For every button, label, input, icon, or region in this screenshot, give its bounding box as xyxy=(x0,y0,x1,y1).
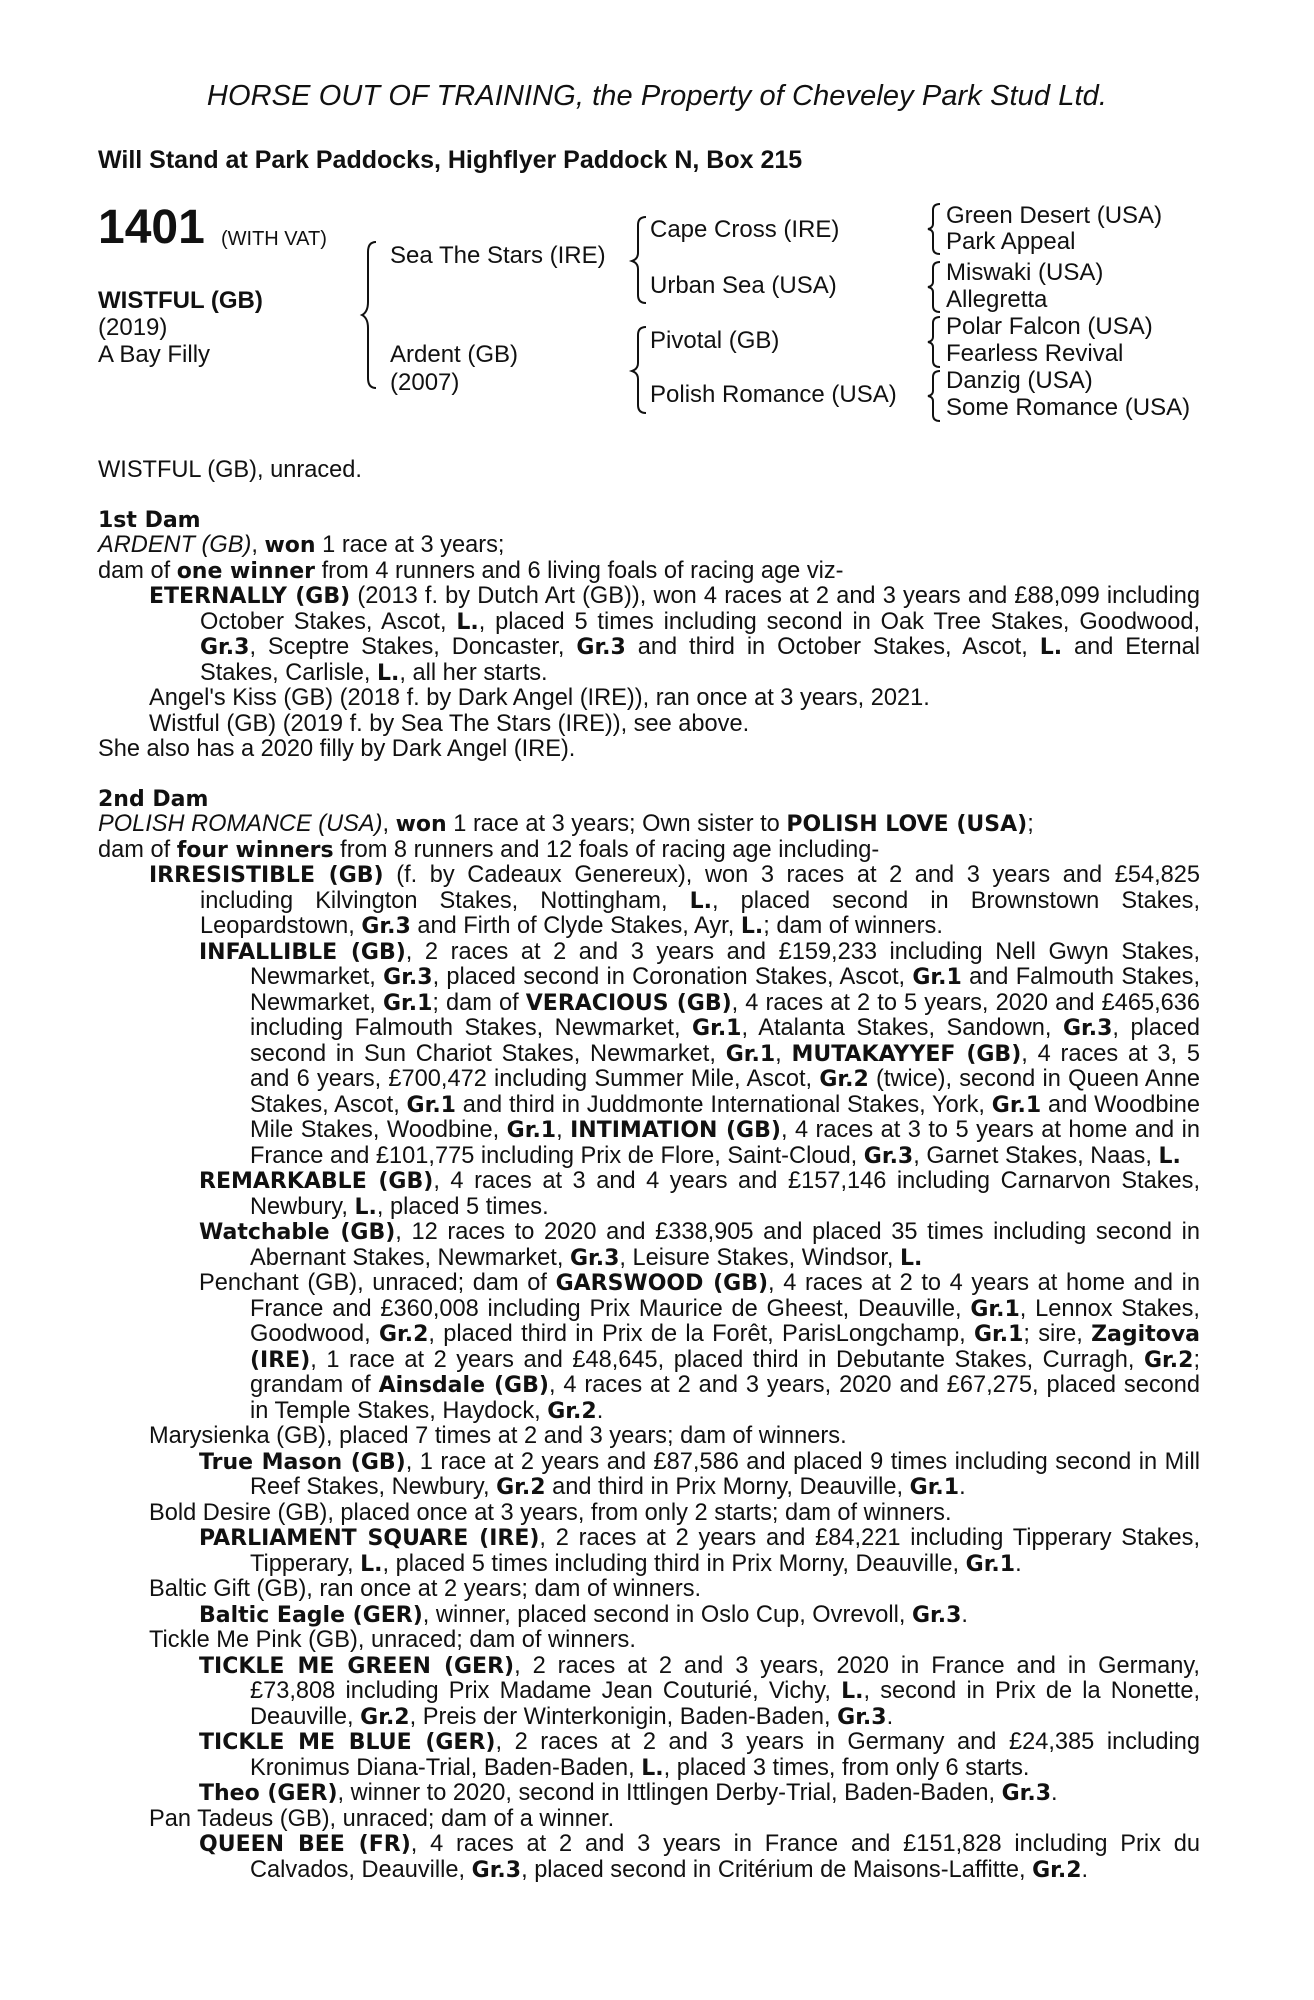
granddam-8: Some Romance (USA) xyxy=(946,394,1191,421)
grandsire-1: Green Desert (USA) xyxy=(946,202,1163,229)
dam-dam: Polish Romance (USA) xyxy=(650,381,897,408)
produce-irresistible: IRRESISTIBLE (GB) (f. by Cadeaux Genereux), won 3 races at 2 and 3 years and £54,825 including Kilvington Stakes, Nottingham, L., placed second in Brownstown Stakes, Leopardstown, Gr.3 and Firth of Clyde Stakes, Ayr, L.; dam of winners. xyxy=(149,862,1201,939)
grandsire-3: Miswaki (USA) xyxy=(946,259,1104,286)
produce-eternally: ETERNALLY (GB) (2013 f. by Dutch Art (GB)), won 4 races at 2 and 3 years and £88,099 including October Stakes, Ascot, L., placed 5 times including second in Oak Tree Stakes, Goodwood, Gr.3, Sceptre Stakes, Doncaster, Gr.3 and third in October Stakes, Ascot, L. and Eternal Stakes, Carlisle, L., all her starts. xyxy=(149,583,1201,686)
pedigree-bracket-g56 xyxy=(926,315,944,369)
first-dam-heading: 1st Dam xyxy=(98,507,201,533)
produce-tickle-me-pink: Tickle Me Pink (GB), unraced; dam of winners. xyxy=(149,1627,636,1653)
dam-name: ARDENT (GB) xyxy=(98,532,252,558)
second-dam-summary: dam of four winners from 8 runners and 12 foals of racing age including- xyxy=(98,836,880,863)
dam: Ardent (GB) xyxy=(390,341,519,368)
sire-sire: Cape Cross (IRE) xyxy=(650,216,840,243)
granddam-2: Park Appeal xyxy=(946,228,1076,255)
produce-theo: Theo (GER), winner to 2020, second in Ittlingen Derby-Trial, Baden-Baden, Gr.3. xyxy=(199,1780,1058,1806)
pedigree-bracket-main xyxy=(360,240,380,390)
produce-bold-desire: Bold Desire (GB), placed once at 3 years, from only 2 starts; dam of winners. xyxy=(149,1499,952,1526)
grandsire-7: Danzig (USA) xyxy=(946,367,1093,394)
produce-pan-tadeus: Pan Tadeus (GB), unraced; dam of a winner. xyxy=(149,1805,615,1832)
produce-infallible: INFALLIBLE (GB), 2 races at 2 and 3 years and £159,233 including Nell Gwyn Stakes, Newmarket, Gr.3, placed second in Coronation Stakes, Ascot, Gr.1 and Falmouth Stakes, Newmarket, Gr.1; dam of VERACIOUS (GB), 4 races at 2 to 5 years, 2020 and £465,636 including Falmouth Stakes, Newmarket, Gr.1, Atalanta Stakes, Sandown, Gr.3, placed second in Sun Chariot Stakes, Newmarket, Gr.1, MUTAKAYYEF (GB), 4 races at 3, 5 and 6 years, £700,472 including Summer Mile, Ascot, Gr.2 (twice), second in Queen Anne Stakes, Ascot, Gr.1 and third in Juddmonte International Stakes, York, Gr.1 and Woodbine Mile Stakes, Woodbine, Gr.1, INTIMATION (GB), 4 races at 3 to 5 years at home and in France and £101,775 including Prix de Flore, Saint-Cloud, Gr.3, Garnet Stakes, Naas, L. xyxy=(199,938,1201,1169)
produce-watchable: Watchable (GB), 12 races to 2020 and £338,905 and placed 35 times including second in Abernant Stakes, Newmarket, Gr.3, Leisure Stakes, Windsor, L. xyxy=(199,1219,1200,1271)
stabling-info: Will Stand at Park Paddocks, Highflyer Paddock N, Box 215 xyxy=(98,146,803,174)
produce-baltic-gift: Baltic Gift (GB), ran once at 2 years; dam of winners. xyxy=(149,1576,702,1602)
horse-description: A Bay Filly xyxy=(98,341,211,368)
first-dam-line: ARDENT (GB), won 1 race at 3 years; xyxy=(98,532,505,558)
unraced-line: WISTFUL (GB), unraced. xyxy=(98,457,362,483)
produce-record xyxy=(98,458,1200,1883)
dam-sire: Pivotal (GB) xyxy=(650,327,780,354)
horse-name: WISTFUL (GB) xyxy=(98,287,263,314)
foaling-year: (2019) xyxy=(98,314,168,341)
produce-tickle-me-blue: TICKLE ME BLUE (GER), 2 races at 2 and 3 years in Germany and £24,385 including Kronimus Diana-Trial, Baden-Baden, L., placed 3 times, from only 6 starts. xyxy=(199,1729,1200,1781)
won-label: won xyxy=(264,533,316,558)
sire: Sea The Stars (IRE) xyxy=(390,242,606,269)
produce-angels-kiss: Angel's Kiss (GB) (2018 f. by Dark Angel (IRE)), ran once at 3 years, 2021. xyxy=(149,685,930,711)
produce-tickle-me-green: TICKLE ME GREEN (GER), 2 races at 2 and 3 years, 2020 in France and in Germany, £73,808 including Prix Madame Jean Couturié, Vichy, L., second in Prix de la Nonette, Deauville, Gr.2, Preis der Winterkonigin, Baden-Baden, Gr.3. xyxy=(199,1652,1201,1730)
page-title: HORSE OUT OF TRAINING, the Property of Cheveley Park Stud Ltd. xyxy=(206,80,1108,112)
produce-true-mason: True Mason (GB), 1 race at 2 years and £87,586 and placed 9 times including second in Mill Reef Stakes, Newbury, Gr.2 and third in Prix Morny, Deauville, Gr.1. xyxy=(199,1448,1200,1500)
lot-number: 1401 xyxy=(98,201,205,254)
pedigree-bracket-g12 xyxy=(926,202,944,256)
vat-label: (WITH VAT) xyxy=(221,228,327,250)
pedigree-bracket-g34 xyxy=(926,260,944,314)
produce-baltic-eagle: Baltic Eagle (GER), winner, placed second in Oslo Cup, Ovrevoll, Gr.3. xyxy=(199,1601,968,1628)
granddam-4: Allegretta xyxy=(946,286,1048,313)
second-dam-line: POLISH ROMANCE (USA), won 1 race at 3 years; Own sister to POLISH LOVE (USA); xyxy=(98,811,1034,837)
produce-penchant: Penchant (GB), unraced; dam of GARSWOOD (GB), 4 races at 2 to 4 years at home and in France and £360,008 including Prix Maurice de Gheest, Deauville, Gr.1, Lennox Stakes, Goodwood, Gr.2, placed third in Prix de la Forêt, ParisLongchamp, Gr.1; sire, Zagitova (IRE), 1 race at 2 years and £48,645, placed third in Debutante Stakes, Curragh, Gr.2; grandam of Ainsdale (GB), 4 races at 2 and 3 years, 2020 and £67,275, placed second in Temple Stakes, Haydock, Gr.2. xyxy=(199,1270,1201,1424)
pedigree-bracket-g78 xyxy=(926,369,944,423)
pedigree-bracket-sire xyxy=(630,215,650,305)
produce-marysienka: Marysienka (GB), placed 7 times at 2 and 3 years; dam of winners. xyxy=(149,1423,847,1449)
produce-parliament-square: PARLIAMENT SQUARE (IRE), 2 races at 2 years and £84,221 including Tipperary Stakes, Tipperary, L., placed 5 times including third in Prix Morny, Deauville, Gr.1. xyxy=(199,1525,1200,1577)
granddam-6: Fearless Revival xyxy=(946,340,1124,367)
pedigree-bracket-dam xyxy=(630,325,650,415)
grandsire-5: Polar Falcon (USA) xyxy=(946,313,1153,340)
produce-queen-bee: QUEEN BEE (FR), 4 races at 2 and 3 years in France and £151,828 including Prix du Calvados, Deauville, Gr.3, placed second in Critérium de Maisons-Laffitte, Gr.2. xyxy=(199,1831,1200,1883)
dam-year: (2007) xyxy=(390,369,460,396)
produce-wistful: Wistful (GB) (2019 f. by Sea The Stars (IRE)), see above. xyxy=(149,710,750,737)
filly-note: She also has a 2020 filly by Dark Angel (IRE). xyxy=(98,736,576,762)
first-dam-summary: dam of one winner from 4 runners and 6 living foals of racing age viz- xyxy=(98,557,844,584)
sire-dam: Urban Sea (USA) xyxy=(650,272,837,299)
second-dam-heading: 2nd Dam xyxy=(98,786,209,812)
produce-remarkable: REMARKABLE (GB), 4 races at 3 and 4 years and £157,146 including Carnarvon Stakes, Newbury, L., placed 5 times. xyxy=(199,1168,1200,1220)
